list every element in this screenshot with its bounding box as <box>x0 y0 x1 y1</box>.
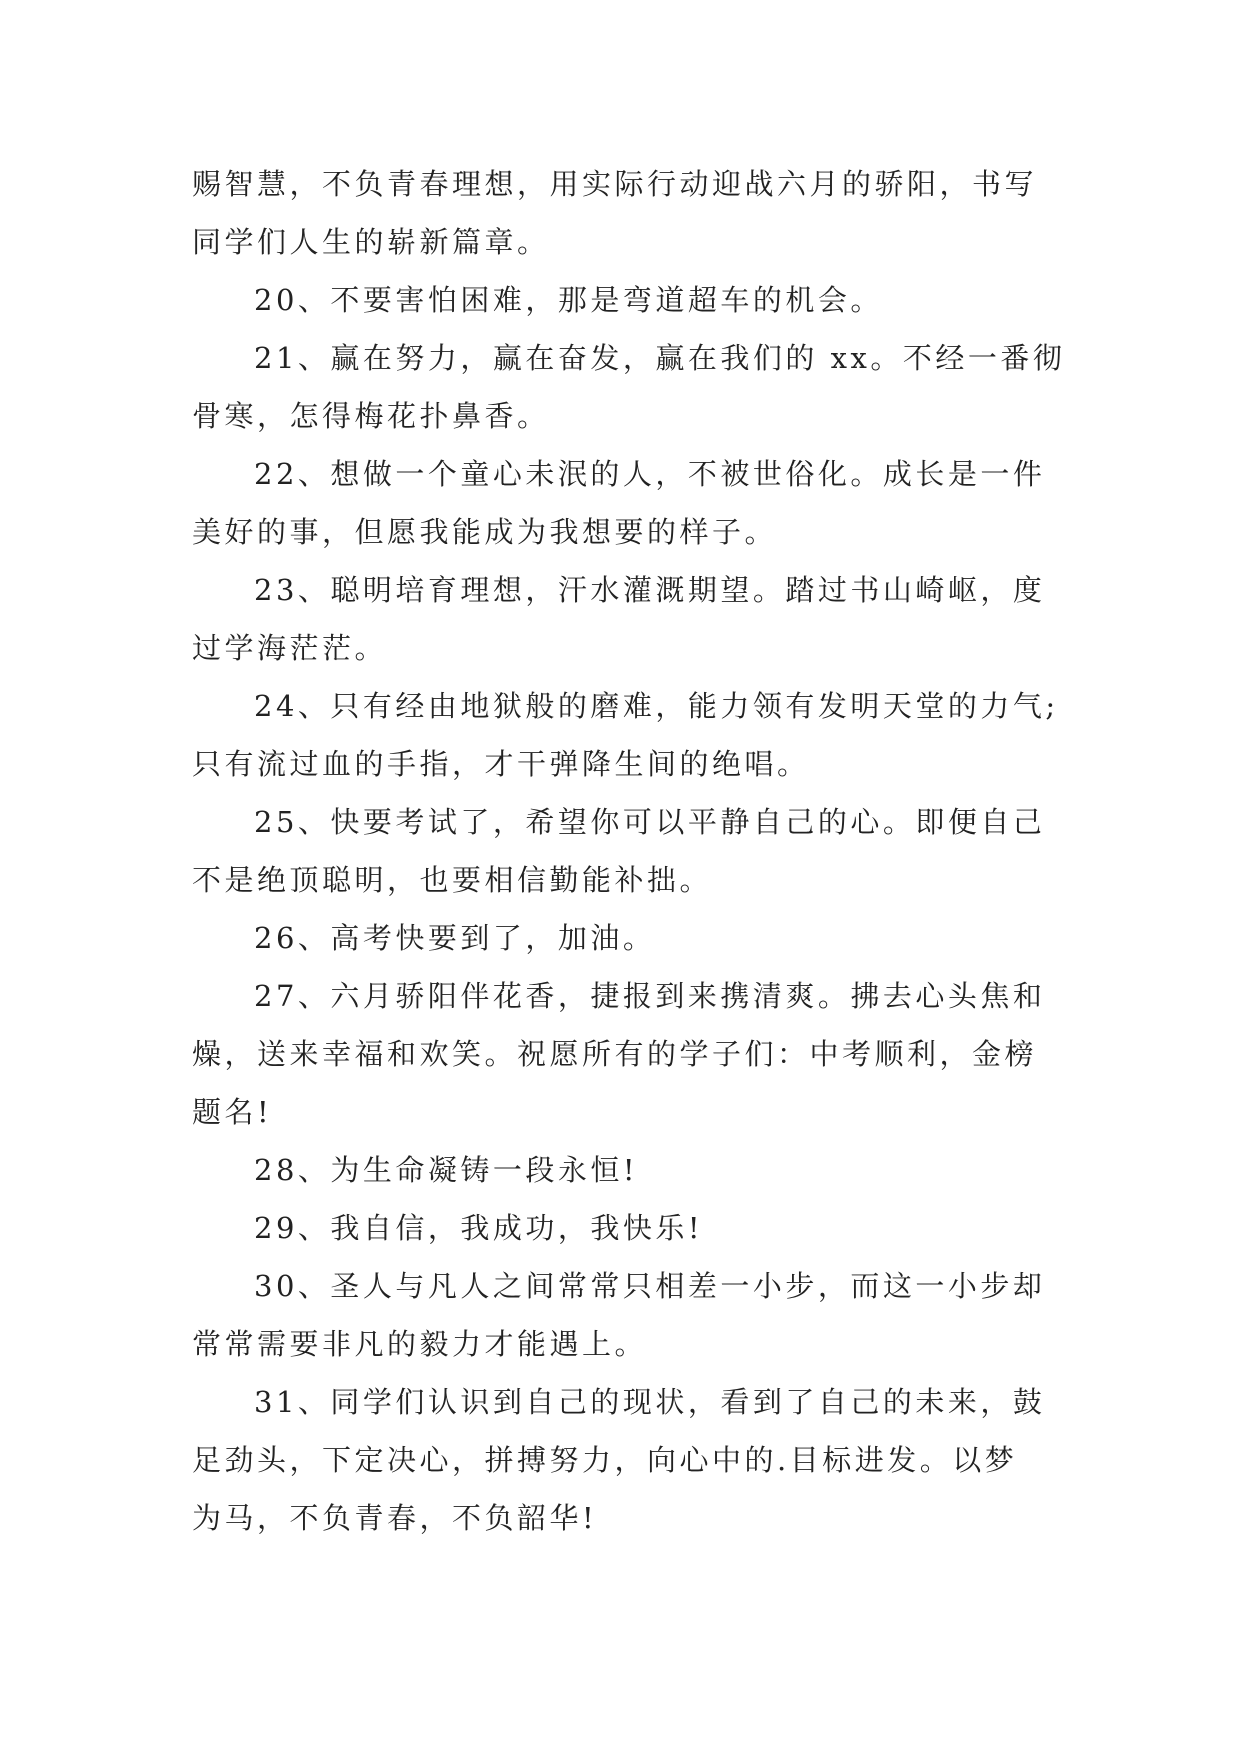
paragraph-item-24 <box>192 677 1059 793</box>
text-line: 21、赢在努力，赢在奋发，赢在我们的 xx。不经一番彻 <box>254 341 1066 375</box>
text-line: 为马，不负青春，不负韶华! <box>192 1501 598 1535</box>
text-line: 26、高考快要到了，加油。 <box>254 921 656 955</box>
text-line: 燥，送来幸福和欢笑。祝愿所有的学子们：中考顺利，金榜 <box>192 1037 1038 1071</box>
paragraph-item-30 <box>192 1257 1050 1373</box>
paragraph-item-29 <box>192 1199 1050 1257</box>
paragraph-continuation <box>192 155 1050 271</box>
paragraph-item-27 <box>192 967 1050 1141</box>
paragraph-item-31 <box>192 1373 1050 1547</box>
text-line: 赐智慧，不负青春理想，用实际行动迎战六月的骄阳，书写 <box>192 167 1038 201</box>
text-line: 过学海茫茫。 <box>192 631 388 665</box>
text-line: 31、同学们认识到自己的现状，看到了自己的未来，鼓 <box>254 1385 1046 1419</box>
paragraph-item-23 <box>192 561 1050 677</box>
text-line: 不是绝顶聪明，也要相信勤能补拙。 <box>192 863 713 897</box>
text-line: 29、我自信，我成功，我快乐! <box>254 1211 704 1245</box>
text-line: 20、不要害怕困难，那是弯道超车的机会。 <box>254 283 883 317</box>
paragraph-item-26 <box>192 909 1050 967</box>
text-line: 骨寒，怎得梅花扑鼻香。 <box>192 399 550 433</box>
paragraph-item-28 <box>192 1141 1050 1199</box>
text-line: 23、聪明培育理想，汗水灌溉期望。踏过书山崎岖，度 <box>254 573 1046 607</box>
text-line: 28、为生命凝铸一段永恒! <box>254 1153 639 1187</box>
text-line: 只有流过血的手指，才干弹降生间的绝唱。 <box>192 747 810 781</box>
text-line: 22、想做一个童心未泯的人，不被世俗化。成长是一件 <box>254 457 1046 491</box>
text-line: 30、圣人与凡人之间常常只相差一小步，而这一小步却 <box>254 1269 1046 1303</box>
text-line: 足劲头，下定决心，拼搏努力，向心中的.目标进发。以梦 <box>192 1443 1018 1477</box>
text-line: 25、快要考试了，希望你可以平静自己的心。即便自己 <box>254 805 1046 839</box>
text-line: 24、只有经由地狱般的磨难，能力领有发明天堂的力气; <box>254 689 1059 723</box>
paragraph-item-21 <box>192 329 1066 445</box>
text-line: 题名! <box>192 1095 273 1129</box>
paragraph-item-20 <box>192 271 1050 329</box>
paragraph-item-22 <box>192 445 1050 561</box>
text-line: 同学们人生的崭新篇章。 <box>192 225 550 259</box>
text-line: 常常需要非凡的毅力才能遇上。 <box>192 1327 648 1361</box>
paragraph-item-25 <box>192 793 1050 909</box>
document-body <box>192 155 1066 1547</box>
text-line: 美好的事，但愿我能成为我想要的样子。 <box>192 515 778 549</box>
text-line: 27、六月骄阳伴花香，捷报到来携清爽。拂去心头焦和 <box>254 979 1046 1013</box>
